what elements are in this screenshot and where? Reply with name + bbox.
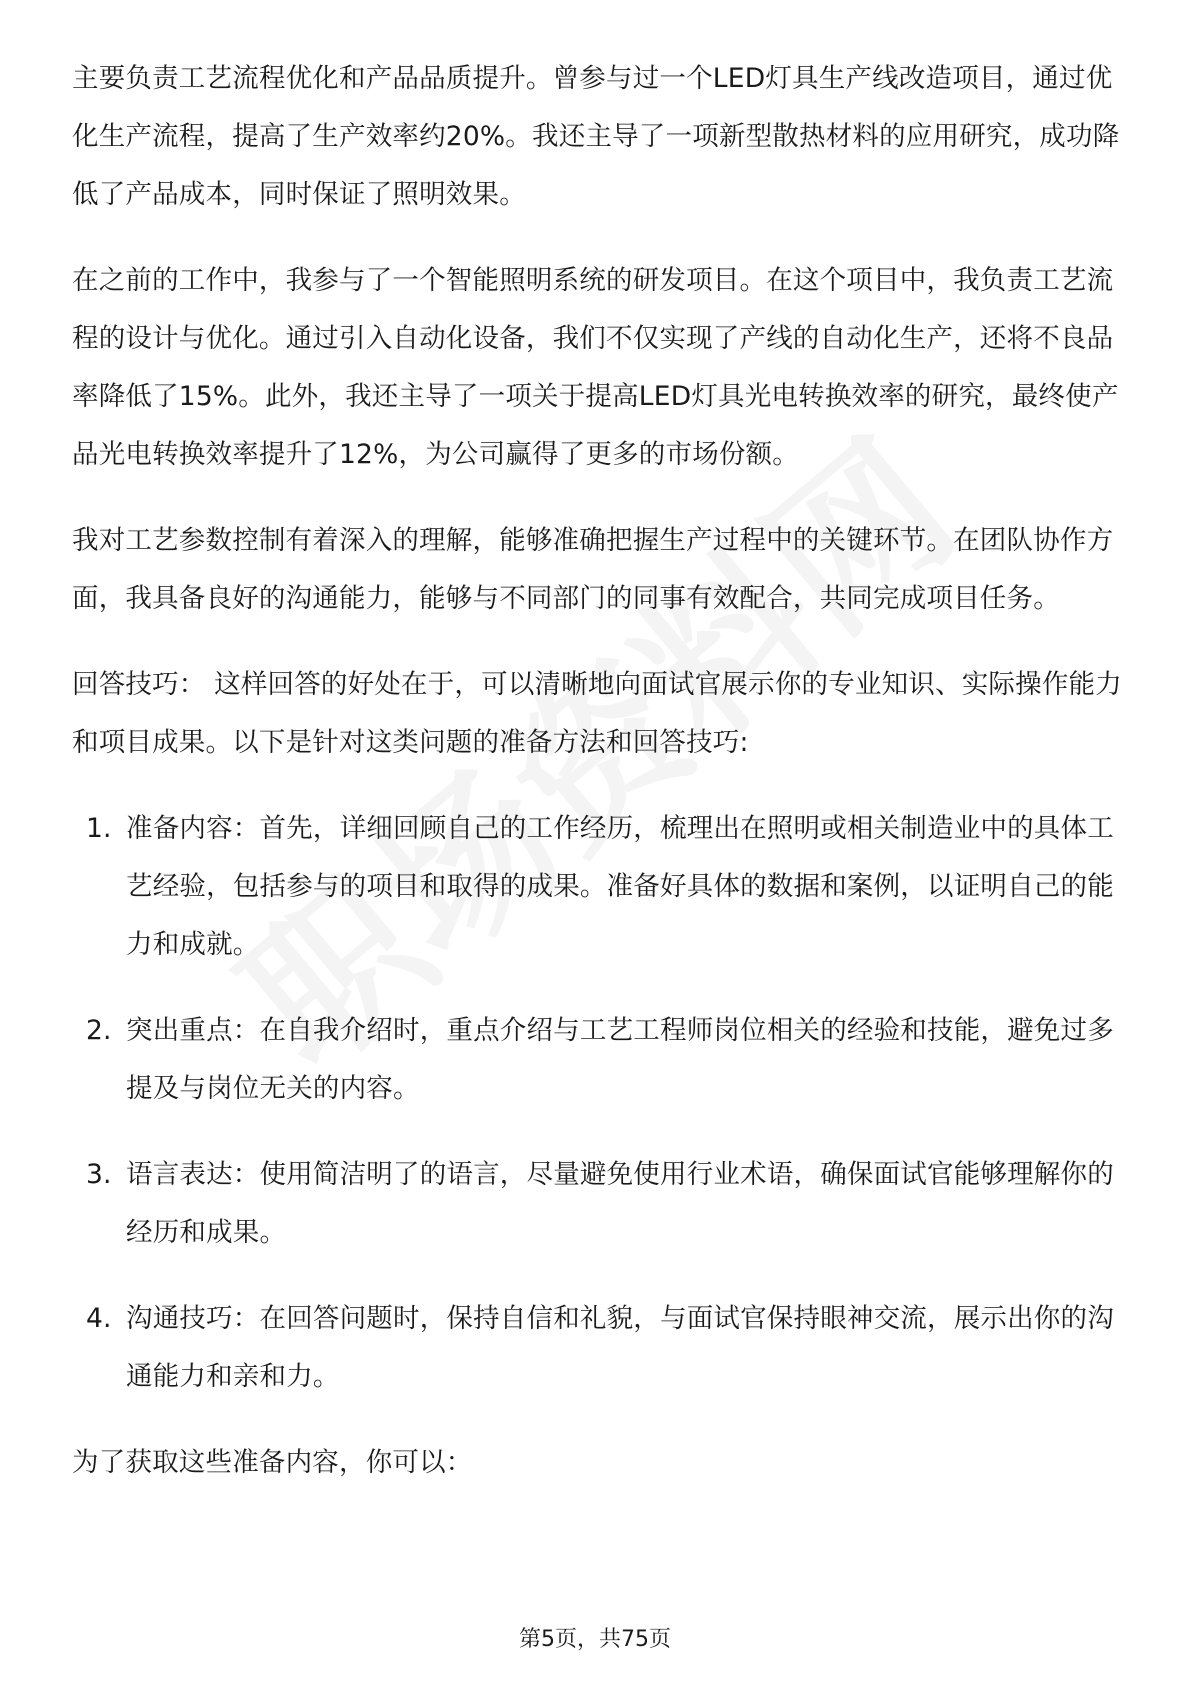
list-number: 3. bbox=[86, 1159, 112, 1190]
list-number: 2. bbox=[86, 1015, 112, 1046]
list-item bbox=[72, 800, 1122, 974]
paragraph-2: 在之前的工作中，我参与了一个智能照明系统的研发项目。在这个项目中，我负责工艺流程的设计与优化。通过引入自动化设备，我们不仅实现了产线的自动化生产，还将不良品率降低了15%。此外，我还主导了一项关于提高LED灯具光电转换效率的研究，最终使产品光电转换效率提升了12%，为公司赢得了更多的市场份额。 bbox=[72, 265, 1119, 470]
paragraph-1: 主要负责工艺流程优化和产品品质提升。曾参与过一个LED灯具生产线改造项目，通过优化生产流程，提高了生产效率约20%。我还主导了一项新型散热材料的应用研究，成功降低了产品成本，同时保证了照明效果。 bbox=[72, 63, 1120, 210]
list-item bbox=[72, 1002, 1122, 1118]
paragraph-3: 我对工艺参数控制有着深入的理解，能够准确把握生产过程中的关键环节。在团队协作方面，我具备良好的沟通能力，能够与不同部门的同事有效配合，共同完成项目任务。 bbox=[72, 525, 1114, 614]
document-body bbox=[72, 50, 1122, 1520]
paragraph-answer-tips: 回答技巧： 这样回答的好处在于，可以清晰地向面试官展示你的专业知识、实际操作能力和项目成果。以下是针对这类问题的准备方法和回答技巧: bbox=[72, 669, 1122, 758]
list-item-text: 准备内容：首先，详细回顾自己的工作经历，梳理出在照明或相关制造业中的具体工艺经验，包括参与的项目和取得的成果。准备好具体的数据和案例，以证明自己的能力和成就。 bbox=[126, 813, 1114, 960]
list-item-text: 沟通技巧：在回答问题时，保持自信和礼貌，与面试官保持眼神交流，展示出你的沟通能力和亲和力。 bbox=[126, 1303, 1114, 1392]
list-item bbox=[72, 1290, 1122, 1406]
closing-paragraph: 为了获取这些准备内容，你可以： bbox=[72, 1447, 473, 1478]
tips-list bbox=[72, 800, 1122, 1406]
list-number: 1. bbox=[86, 813, 112, 844]
page-footer: 第5页，共75页 bbox=[519, 1627, 671, 1652]
list-item bbox=[72, 1146, 1122, 1262]
list-item-text: 语言表达：使用简洁明了的语言，尽量避免使用行业术语，确保面试官能够理解你的经历和成果。 bbox=[126, 1159, 1114, 1248]
list-number: 4. bbox=[86, 1303, 112, 1334]
list-item-text: 突出重点：在自我介绍时，重点介绍与工艺工程师岗位相关的经验和技能，避免过多提及与岗位无关的内容。 bbox=[126, 1015, 1114, 1104]
